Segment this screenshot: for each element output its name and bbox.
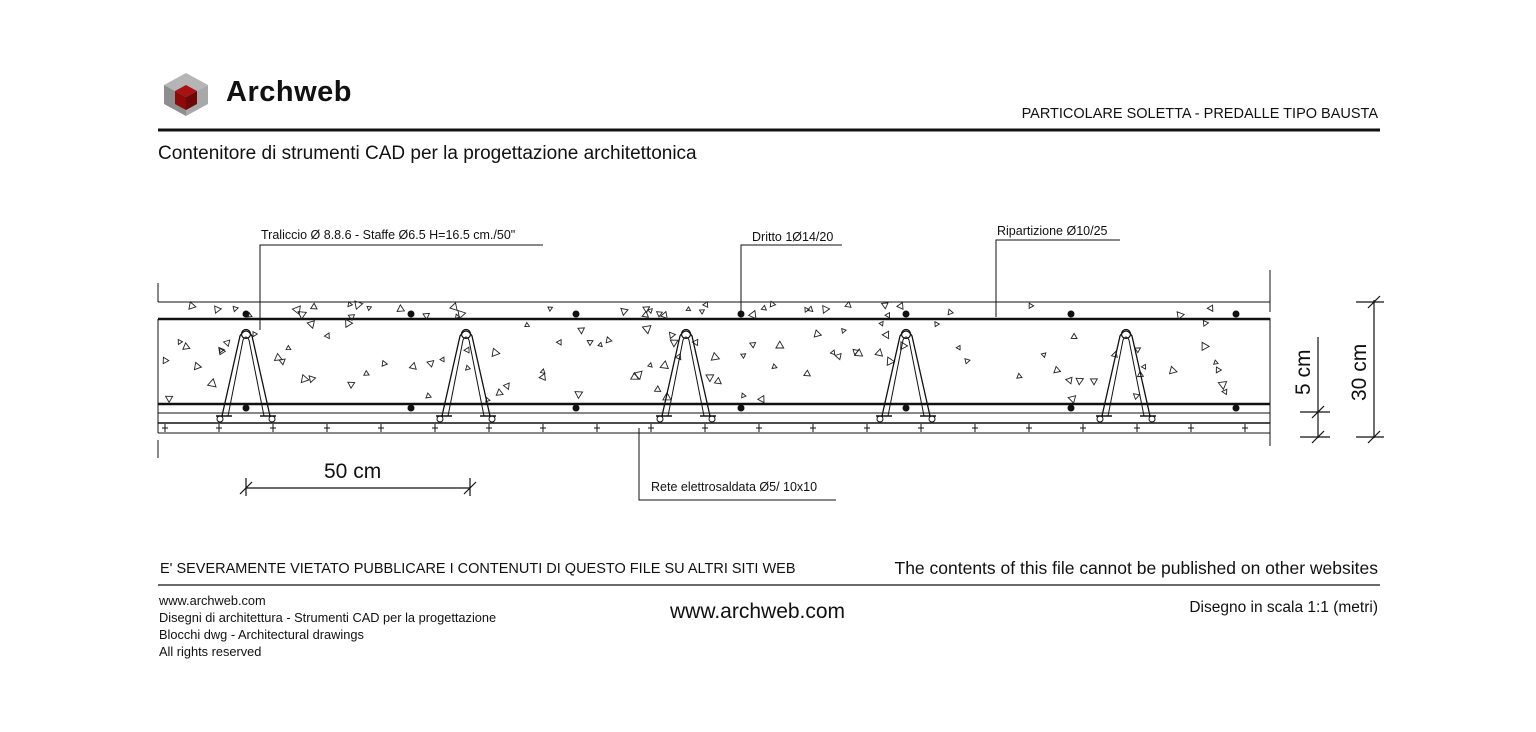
aggregate-mark <box>1029 303 1033 308</box>
bottom-rebar-dot <box>408 405 415 412</box>
aggregate-mark <box>496 389 503 395</box>
aggregate-mark <box>548 307 553 311</box>
leader-lines <box>260 240 1120 500</box>
aggregate-mark <box>1214 360 1218 364</box>
aggregate-mark <box>409 363 416 370</box>
warning-italian: E' SEVERAMENTE VIETATO PUBBLICARE I CONTENUTI DI QUESTO FILE SU ALTRI SITI WEB <box>160 561 796 577</box>
aggregate-mark <box>948 309 953 315</box>
aggregate-mark <box>669 332 675 338</box>
aggregate-mark <box>621 308 628 315</box>
aggregate-mark <box>875 349 882 356</box>
aggregate-mark <box>539 374 545 381</box>
top-rebar-dot <box>1068 311 1075 318</box>
aggregate-mark <box>275 354 283 361</box>
aggregate-mark <box>842 329 846 334</box>
welded-mesh <box>162 424 1248 432</box>
aggregate-mark <box>642 311 648 317</box>
aggregate-mark <box>466 365 471 370</box>
aggregate-mark <box>464 347 469 353</box>
aggregate-mark <box>450 303 457 310</box>
aggregate-mark <box>1076 378 1083 385</box>
truss-foot-bar <box>709 416 715 422</box>
mesh-label: Rete elettrosaldata Ø5/ 10x10 <box>651 480 818 494</box>
aggregate-mark <box>178 340 182 345</box>
aggregate-mark <box>1202 342 1209 350</box>
lattice-truss <box>1096 330 1156 423</box>
aggregate-mark <box>1017 373 1022 378</box>
aggregate-mark <box>830 350 834 355</box>
aggregate-mark <box>311 303 317 309</box>
lattice-truss <box>436 330 496 423</box>
credits-line: All rights reserved <box>159 644 262 659</box>
aggregate-mark <box>578 328 585 334</box>
aggregate-mark <box>233 306 238 311</box>
bottom-rebar-dot <box>1068 405 1075 412</box>
aggregate-mark <box>1216 367 1221 373</box>
distribution-label: Ripartizione Ø10/25 <box>997 224 1108 238</box>
aggregate-mark <box>1218 382 1226 390</box>
aggregate-mark <box>397 305 404 312</box>
predalle-dimension-label: 5 cm <box>1292 349 1315 395</box>
bottom-rebar-dot <box>573 405 580 412</box>
archweb-logo-icon <box>164 73 208 116</box>
aggregate-mark <box>606 337 612 343</box>
total-dimension-label: 30 cm <box>1348 343 1371 401</box>
aggregate-mark <box>714 378 721 384</box>
aggregate-mark <box>935 322 939 327</box>
aggregate-mark <box>1134 394 1140 400</box>
aggregate-mark <box>742 393 746 398</box>
aggregate-mark <box>660 361 668 369</box>
aggregate-mark <box>897 303 903 310</box>
aggregate-mark <box>749 311 756 319</box>
aggregate-mark <box>711 353 719 361</box>
warning-english: The contents of this file cannot be published on other websites <box>894 558 1378 578</box>
aggregate-mark <box>382 361 387 367</box>
aggregate-mark <box>348 382 355 388</box>
lattice-trusses <box>216 330 1156 423</box>
truss-foot-bar <box>929 416 935 422</box>
spacing-dimension-label: 50 cm <box>324 460 382 483</box>
aggregate-mark <box>700 310 705 314</box>
truss-foot-bar <box>217 416 223 422</box>
aggregate-mark <box>706 375 714 382</box>
aggregate-mark <box>1066 377 1072 384</box>
aggregate-mark <box>1071 333 1077 338</box>
aggregate-mark <box>1222 389 1227 394</box>
aggregate-mark <box>776 341 784 348</box>
aggregate-mark <box>307 321 314 328</box>
bottom-rebar-dot <box>243 405 250 412</box>
aggregate-mark <box>642 326 651 334</box>
truss-foot-bar <box>489 416 495 422</box>
aggregate-mark <box>189 302 196 309</box>
aggregate-mark <box>367 306 371 310</box>
aggregate-mark <box>540 369 545 374</box>
aggregate-mark <box>772 364 777 369</box>
aggregate-mark <box>882 303 889 309</box>
aggregate-mark <box>166 396 173 402</box>
aggregate-mark <box>503 383 509 389</box>
aggregate-mark <box>761 305 766 310</box>
aggregate-mark <box>879 322 883 326</box>
scale-note: Disegno in scala 1:1 (metri) <box>1189 599 1378 616</box>
aggregate-mark <box>208 379 216 387</box>
drawing-title: PARTICOLARE SOLETTA - PREDALLE TIPO BAUSTA <box>1021 106 1378 122</box>
truss-foot-bar <box>1097 416 1103 422</box>
top-rebar-dot <box>903 311 910 318</box>
aggregate-mark <box>183 343 190 350</box>
aggregate-mark <box>648 363 652 367</box>
truss-foot-bar <box>437 416 443 422</box>
aggregate-mark <box>1054 367 1061 373</box>
aggregate-mark <box>1068 396 1075 403</box>
brand-name: Archweb <box>226 76 352 108</box>
aggregate-mark <box>1203 321 1208 327</box>
aggregate-mark <box>440 357 444 362</box>
truss-label: Traliccio Ø 8.8.6 - Staffe Ø6.5 H=16.5 cm./50" <box>261 228 516 242</box>
bottom-rebar-dot <box>903 405 910 412</box>
truss-foot-bar <box>877 416 883 422</box>
aggregate-mark <box>1041 353 1046 358</box>
aggregate-mark <box>598 342 602 346</box>
aggregate-mark <box>956 345 960 350</box>
aggregate-mark <box>163 357 169 363</box>
aggregate-mark <box>703 302 708 308</box>
truss-foot-bar <box>1149 416 1155 422</box>
aggregate-mark <box>301 375 309 383</box>
aggregate-mark <box>575 392 583 399</box>
top-rebar-dot <box>408 311 415 318</box>
bottom-rebar-dot <box>1233 405 1240 412</box>
aggregate-mark <box>427 361 434 367</box>
aggregate-mark <box>224 340 230 346</box>
straight-bar-label: Dritto 1Ø14/20 <box>752 230 834 244</box>
rebar-dots <box>243 311 1240 412</box>
page-subtitle: Contenitore di strumenti CAD per la progettazione architettonica <box>158 143 697 164</box>
aggregate-mark <box>492 348 500 356</box>
aggregate-mark <box>309 376 316 383</box>
credits-line: www.archweb.com <box>159 593 266 608</box>
aggregate-mark <box>194 362 201 369</box>
aggregate-mark <box>1170 366 1178 373</box>
aggregate-mark <box>805 307 809 312</box>
truss-foot-bar <box>657 416 663 422</box>
aggregate-mark <box>525 323 530 327</box>
aggregate-mark <box>814 330 821 337</box>
aggregate-mark <box>885 313 890 318</box>
aggregate-mark <box>215 306 222 313</box>
site-url[interactable]: www.archweb.com <box>670 600 846 623</box>
aggregate-mark <box>587 341 593 346</box>
aggregate-mark <box>670 340 678 347</box>
bottom-rebar-dot <box>738 405 745 412</box>
aggregate-mark <box>1207 305 1213 311</box>
aggregate-mark <box>426 393 431 398</box>
truss-foot-bar <box>269 416 275 422</box>
aggregate-mark <box>364 371 369 376</box>
aggregate-mark <box>750 343 756 348</box>
aggregate-mark <box>1091 379 1098 385</box>
aggregate-mark <box>823 306 830 314</box>
aggregate-mark <box>655 386 661 392</box>
aggregate-mark <box>882 331 888 338</box>
credits-block <box>159 592 496 660</box>
aggregate-mark <box>286 346 291 350</box>
credits-line: Blocchi dwg - Architectural drawings <box>159 627 364 642</box>
credits-line: Disegni di architettura - Strumenti CAD per la progettazione <box>159 610 497 625</box>
aggregate-mark <box>1141 364 1145 369</box>
aggregate-mark <box>845 302 851 308</box>
aggregate-mark <box>324 333 329 339</box>
aggregate-mark <box>835 354 841 360</box>
aggregate-mark <box>686 307 690 311</box>
aggregate-mark <box>253 332 257 337</box>
aggregate-mark <box>965 359 970 364</box>
slab-section <box>158 270 1270 458</box>
top-rebar-dot <box>573 311 580 318</box>
aggregate-mark <box>556 340 561 345</box>
aggregate-mark <box>348 302 352 307</box>
aggregate-mark <box>758 396 764 403</box>
top-rebar-dot <box>1233 311 1240 318</box>
aggregate-mark <box>804 370 811 376</box>
aggregate-mark <box>741 354 746 358</box>
